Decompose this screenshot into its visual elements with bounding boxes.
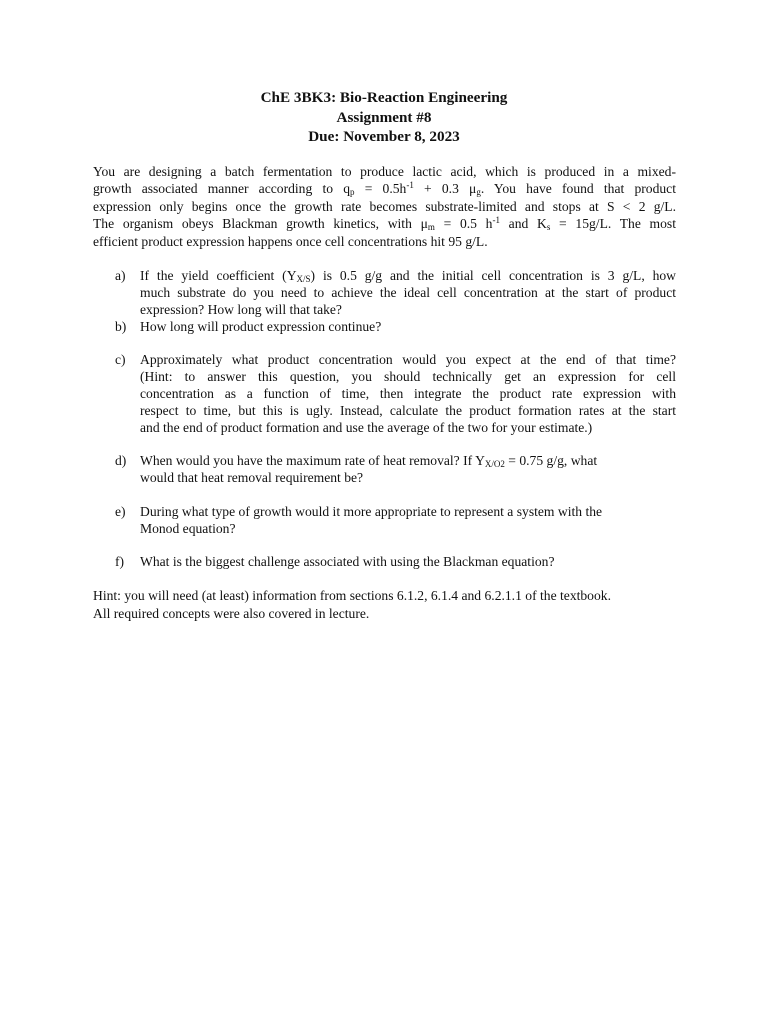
question-text: How long will product expression continue? [140,319,382,334]
hint-line-2: All required concepts were also covered in lecture. [93,605,370,621]
document-header [0,88,768,147]
question-marker: b) [115,319,127,334]
intro-line-3: expression only begins once the growth rate becomes substrate-limited and stops at S < 2 g/L. [93,198,676,214]
intro-line-1: You are designing a batch fermentation to produce lactic acid, which is produced in a mixed- [93,164,676,179]
question-marker: f) [115,554,125,569]
intro-line-5: efficient product expression happens once cell concentrations hit 95 g/L. [93,233,488,249]
question-text: During what type of growth would it more appropriate to represent a system with the Monod equation? [140,504,603,536]
intro-line-2: growth associated manner according to $q_p = 0.5h^{-1} + 0.3$ $\mu_g$. You have found that product [93,180,676,198]
assignment-number: Assignment #8 [336,108,432,126]
question-marker: a) [115,268,126,283]
course-title: ChE 3BK3: Bio-Reaction Engineering [260,89,508,106]
question-marker: e) [115,504,126,519]
question-text: When would you have the maximum rate of heat removal? If $Y_{X/O2} = 0.75$ g/g, what would that heat removal requirement be? [140,453,598,485]
problem-statement [93,163,676,250]
question-text: If the yield coefficient $(Y_{X/S})$ is 0.5 g/g and the initial cell concentration is 3 g/L, how much substrate do you need to achieve the ideal cell concentration at the start of product expression? How long will that take? [140,268,676,317]
question-text: Approximately what product concentration would you expect at the end of that time? (Hint: to answer this question, you should technically get an expression for cell concentration as a function of time, then integrate the product rate expression with respect to time, but this is ugly. Instead, calculate the product formation rates at the start and the end of product formation and use the average of the two for your estimate.) [140,352,676,435]
hint-note [93,587,693,622]
intro-line-4: The organism obeys Blackman growth kinetics, with $\mu_m = 0.5$ $h^{-1}$ and $K_s = 15g/L$. The most [93,215,676,233]
question-marker: c) [115,352,126,367]
due-date: Due: November 8, 2023 [308,128,460,145]
question-marker: d) [115,453,127,468]
hint-line-1: Hint: you will need (at least) information from sections 6.1.2, 6.1.4 and 6.2.1.1 of the textbook. [93,588,611,603]
question-text: What is the biggest challenge associated with using the Blackman equation? [140,554,555,569]
